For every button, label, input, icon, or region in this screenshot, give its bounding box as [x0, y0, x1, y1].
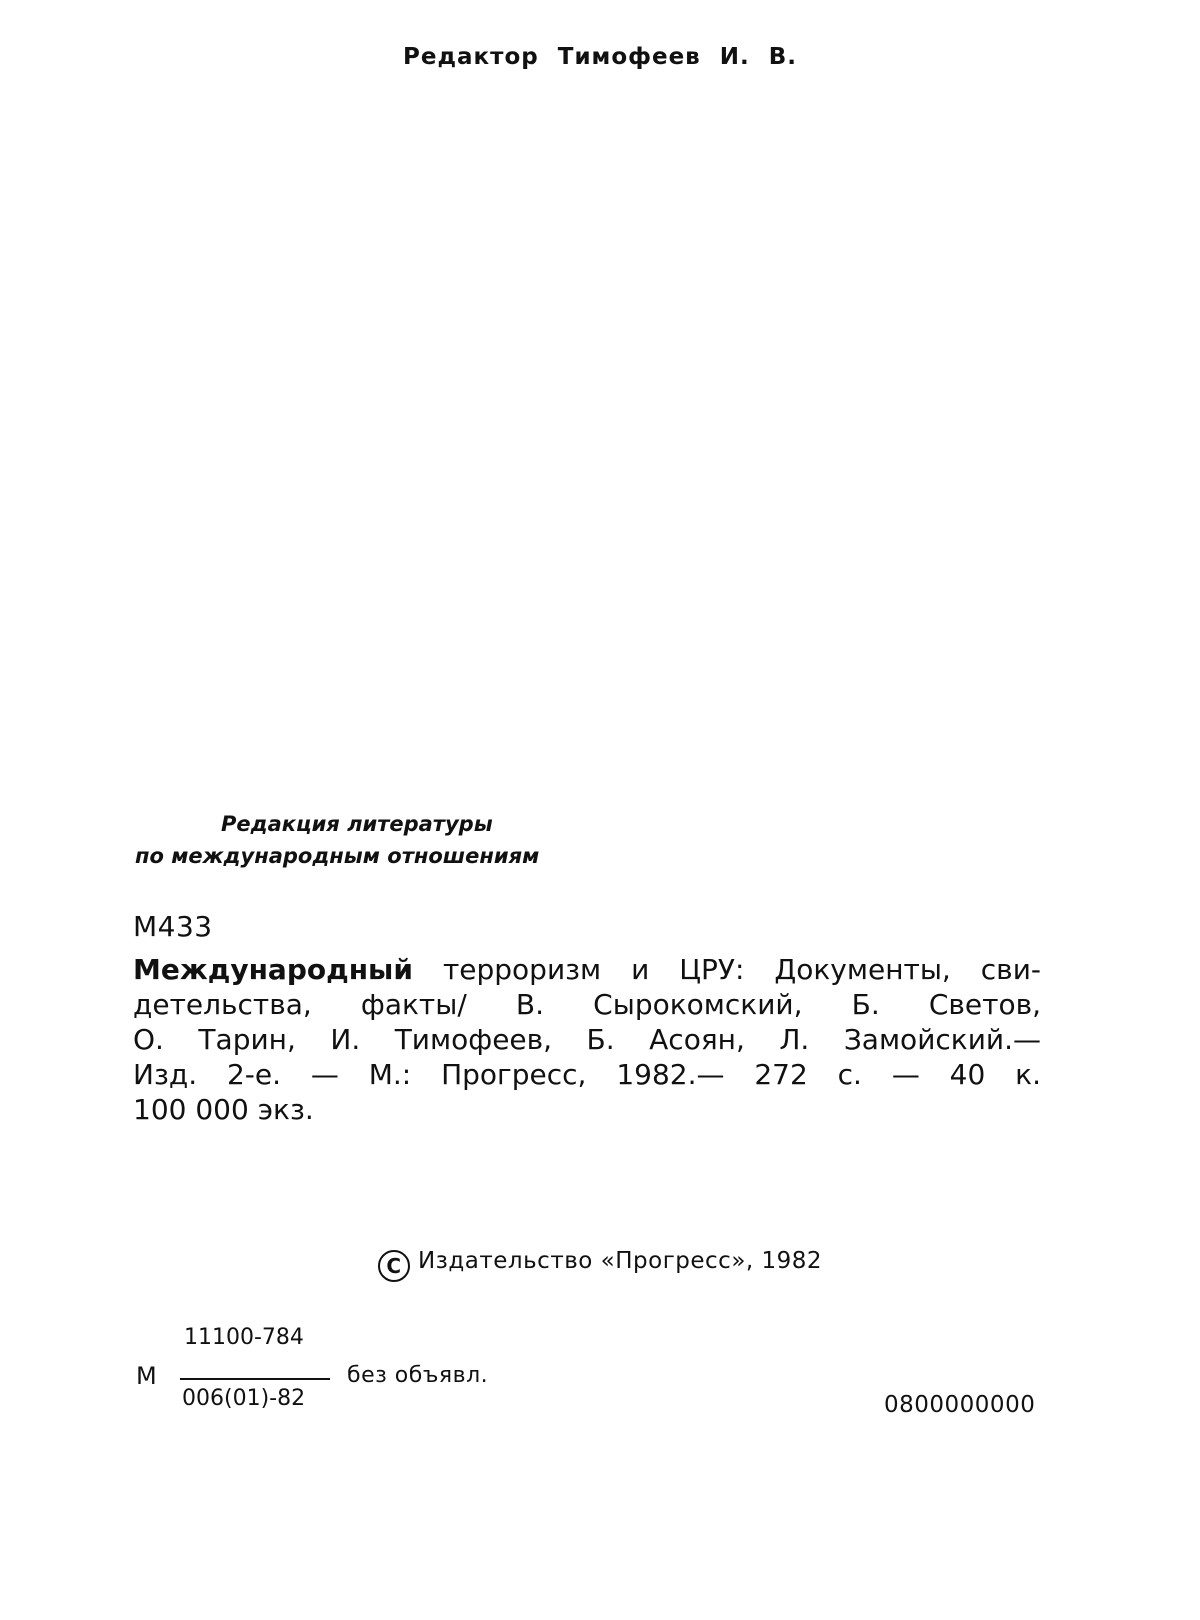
- fraction-divider: [180, 1378, 330, 1380]
- copyright-text: Издательство «Прогресс», 1982: [417, 1248, 823, 1274]
- edition-department: [135, 808, 539, 872]
- copyright-notice: [0, 1248, 1200, 1282]
- editor-line: Редактор Тимофеев И. В.: [402, 44, 797, 70]
- publication-code-letter: М: [136, 1362, 157, 1390]
- edition-department-line2: по международным отношениям: [135, 844, 540, 868]
- publication-code-note: без объявл.: [347, 1363, 489, 1388]
- biblio-line-1: [133, 952, 1041, 987]
- biblio-line-1-rest: терроризм и ЦРУ: Документы, сви-: [413, 953, 1041, 986]
- biblio-line-3: О. Тарин, И. Тимофеев, Б. Асоян, Л. Замойский.—: [133, 1023, 1041, 1056]
- copyright-icon: C: [378, 1250, 410, 1282]
- index-number: 0800000000: [884, 1392, 1036, 1418]
- publication-code-denominator: 006(01)-82: [182, 1386, 306, 1411]
- biblio-title-bold: Международный: [133, 953, 413, 986]
- biblio-line-2: детельства, факты/ В. Сырокомский, Б. Светов,: [133, 988, 1041, 1021]
- catalog-code: М433: [133, 910, 213, 943]
- publication-code-numerator: 11100-784: [184, 1325, 304, 1350]
- biblio-line-5: 100 000 экз.: [133, 1093, 314, 1126]
- edition-department-line1: Редакция литературы: [221, 812, 493, 836]
- bibliographic-entry: [133, 952, 1041, 1127]
- biblio-line-4: Изд. 2-е. — М.: Прогресс, 1982.— 272 с. — 40 к.: [133, 1058, 1041, 1091]
